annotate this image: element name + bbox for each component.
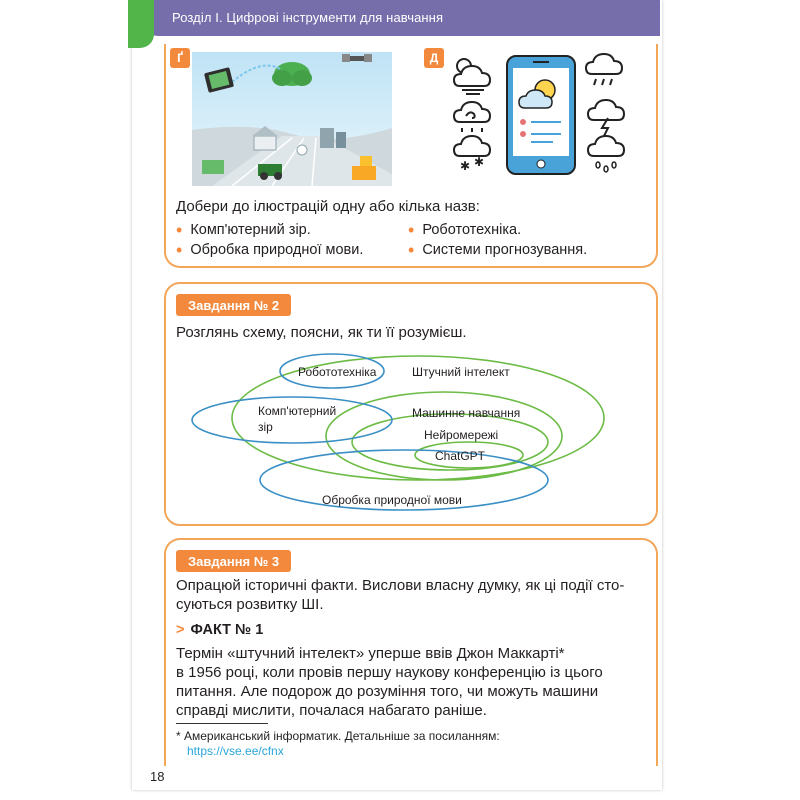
weather-cloud-sun-icon	[450, 52, 496, 96]
weather-rain-icon	[584, 52, 628, 94]
fact-line-2: в 1956 році, коли провів першу наукову конференцію із цього	[176, 664, 603, 681]
badge-g: Ґ	[170, 48, 190, 68]
label-ai: Штучний інтелект	[412, 365, 510, 379]
weather-drizzle-icon	[586, 134, 630, 174]
fact-line-1: Термін «штучний інтелект» уперше ввів Джон Маккарті*	[176, 645, 565, 662]
weather-snow-icon	[452, 134, 496, 174]
task3-instruction-line2: суються розвитку ШІ.	[176, 596, 324, 613]
section1-instruction: Добери до ілюстрацій одну або кілька назв:	[176, 198, 480, 215]
smart-farm-illustration	[192, 52, 392, 186]
fact-title-text: ФАКТ № 1	[190, 622, 264, 638]
task3-label: Завдання № 3	[176, 550, 291, 572]
footnote	[176, 729, 500, 759]
label-nn: Нейромережі	[424, 428, 499, 442]
svg-text:✱: ✱	[460, 159, 471, 173]
footnote-text: * Американський інформатик. Детальніше за посиланням:	[176, 729, 500, 743]
fact-title	[176, 622, 263, 638]
green-tab	[128, 0, 154, 48]
label-ml: Машинне навчання	[412, 406, 521, 420]
option-nlp: • Обробка природної мови.	[176, 240, 363, 261]
header-title: Розділ І. Цифрові інструменти для навчання	[172, 10, 444, 25]
footnote-link[interactable]: https://vse.ee/cfnx	[187, 744, 284, 758]
badge-d: Д	[424, 48, 444, 68]
svg-text:✱: ✱	[474, 155, 485, 169]
label-cv-line2: зір	[258, 420, 273, 434]
chevron-right-icon: >	[176, 622, 185, 638]
label-chatgpt: ChatGPT	[435, 449, 486, 463]
fact-line-3: питання. Але подорож до розуміння того, чи можуть машини	[176, 683, 599, 700]
weather-wind-icon	[452, 98, 496, 132]
option-computer-vision: • Комп'ютерний зір.	[176, 220, 311, 241]
label-cv-line1: Комп'ютерний	[258, 404, 337, 418]
option-robotics: • Робототехніка.	[408, 220, 521, 241]
page-number: 18	[150, 769, 165, 784]
fact-line-4: справді мислити, почалася набагато раніше.	[176, 702, 487, 719]
phone-weather-app-icon	[505, 54, 577, 176]
label-nlp: Обробка природної мови	[322, 493, 462, 507]
weather-storm-icon	[586, 98, 630, 136]
task2-instruction: Розглянь схему, поясни, як ти її розумієш.	[176, 324, 467, 341]
label-robotics: Робототехніка	[298, 365, 377, 379]
footnote-divider	[176, 723, 268, 724]
task2-label: Завдання № 2	[176, 294, 291, 316]
option-forecasting: • Системи прогнозування.	[408, 240, 587, 261]
task3-instruction-line1: Опрацюй історичні факти. Вислови власну думку, як ці події сто-	[176, 577, 625, 594]
